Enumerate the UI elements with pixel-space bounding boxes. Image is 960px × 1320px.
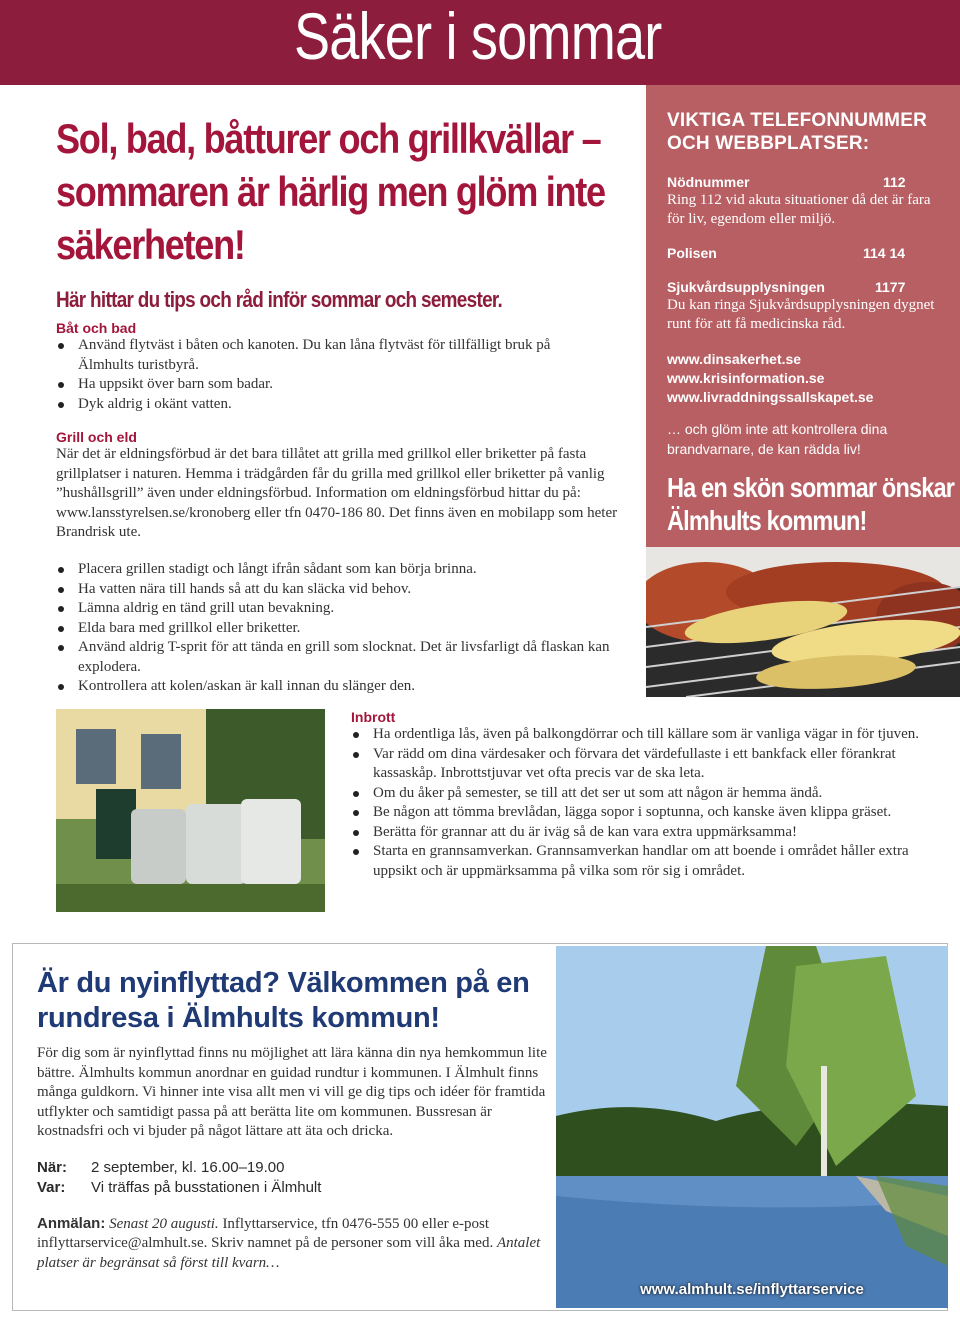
- url-caption[interactable]: www.almhult.se/inflyttarservice: [640, 1281, 864, 1298]
- grill-paragraph: När det är eldningsförbud är det bara tillåtet att grilla med grillkol eller briketter på fasta grillplatser i naturen. Hemma i trädgården får du grilla med grillkol eller briketter på vanlig ”hushållsgrill” även under eldningsförbud. Information om eldningsförbud hittar du på: www.lansstyrelsen.se/kronoberg eller tfn 0470-186 80. Det finns även en mobilapp som heter Brandrisk ute.: [56, 446, 618, 540]
- when-label: När:: [37, 1158, 68, 1176]
- welcome-title: Är du nyinflyttad? Välkommen på en rundresa i Älmhults kommun!: [37, 967, 530, 1034]
- emergency-row: [667, 173, 946, 191]
- section-inbrott: [351, 709, 931, 881]
- intro: [56, 112, 636, 312]
- when-value: 2 september, kl. 16.00–19.00: [91, 1158, 285, 1176]
- sign-off: Ha en skön sommar önskar Älmhults kommun!: [667, 472, 955, 536]
- where-row: [37, 1178, 547, 1198]
- signup-text: [37, 1214, 547, 1274]
- link-krisinformation[interactable]: www.krisinformation.se: [667, 370, 825, 386]
- when-row: [37, 1158, 547, 1178]
- grill-list: [56, 560, 636, 697]
- police-label: Polisen: [667, 245, 717, 261]
- care-desc: Du kan ringa Sjukvårdsupplysningen dygnet runt för att få medicinska råd.: [667, 297, 935, 332]
- list-item: Placera grillen stadigt och långt ifrån sådant som kan börja brinna.: [56, 560, 636, 580]
- emergency-desc: Ring 112 vid akuta situationer då det är fara för liv, egendom eller miljö.: [667, 192, 931, 227]
- list-item: Ha vatten nära till hands så att du kan släcka vid behov.: [56, 580, 636, 600]
- list-item: Om du åker på semester, se till att det ser ut som att någon är hemma ändå.: [351, 784, 931, 804]
- headline: Sol, bad, båtturer och grillkvällar – sommaren är härlig men glöm inte säkerheten!: [56, 115, 605, 268]
- page-title: Säker i sommar: [294, 0, 662, 73]
- list-item: Ha uppsikt över barn som badar.: [56, 375, 596, 395]
- subheadline: Här hittar du tips och råd inför sommar och semester.: [56, 287, 503, 312]
- signup-label: Anmälan:: [37, 1214, 106, 1232]
- mailboxes-photo: [56, 709, 325, 912]
- list-item: Elda bara med grillkol eller briketter.: [56, 619, 636, 639]
- links: [667, 350, 946, 407]
- link-dinsakerhet[interactable]: www.dinsakerhet.se: [667, 351, 802, 367]
- lake-photo: [556, 946, 948, 1308]
- section-title-grill: Grill och eld: [56, 429, 137, 445]
- care-label: Sjukvårdsupplysningen: [667, 279, 825, 295]
- signup-note: Antalet platser är begränsat så först till kvarn…: [37, 1235, 541, 1271]
- list-item: Be någon att tömma brevlådan, lägga sopor i soptunna, och kanske även klippa gräset.: [351, 803, 931, 823]
- section-grill-och-eld: [56, 429, 621, 543]
- infobox-title: VIKTIGA TELEFONNUMMER OCH WEBBPLATSER:: [667, 110, 927, 154]
- welcome-section: [37, 966, 547, 1273]
- list-item: Lämna aldrig en tänd grill utan bevakning.: [56, 599, 636, 619]
- header-band: [0, 0, 960, 85]
- care-row: [667, 278, 946, 296]
- police-number: 114 14: [863, 245, 906, 261]
- welcome-paragraph: För dig som är nyinflyttad finns nu möjlighet att lära känna din nya hemkommun lite bättre. Älmhults kommun anordnar en guidad rundtur i kommunen. I Älmhult finns många guldkorn. Vi hinner inte visa allt men vi vill ge dig tips och idéer för framtida utflykter och samtidigt passa på att berätta lite om kommunen. Bussresan är kostnadsfri och vi bjuder på något lättare att äta och dricka.: [37, 1045, 547, 1139]
- where-label: Var:: [37, 1178, 66, 1196]
- list-item: Kontrollera att kolen/askan är kall innan du slänger den.: [56, 677, 636, 697]
- section-title-bat: Båt och bad: [56, 320, 137, 336]
- list-item: Använd flytväst i båten och kanoten. Du kan låna flytväst för tillfälligt bruk på Älmhults turistbyrå.: [56, 336, 596, 375]
- list-item: Var rädd om dina värdesaker och förvara det värdefullaste i ett bankfack eller förankrat kassaskåp. Inbrottstjuvar vet ofta precis var de ska leta.: [351, 745, 931, 784]
- list-item: Dyk aldrig i okänt vatten.: [56, 395, 596, 415]
- signup-deadline: Senast 20 augusti.: [109, 1215, 219, 1232]
- bat-list: [56, 336, 596, 414]
- list-item: Starta en grannsamverkan. Grannsamverkan handlar om att boende i området håller extra uppsikt och är uppmärksamma på vilka som rör sig i området.: [351, 842, 931, 881]
- care-number: 1177: [875, 279, 906, 295]
- inbrott-list: [351, 725, 931, 881]
- phone-numbers-box: [646, 85, 960, 547]
- emergency-number: 112: [883, 174, 906, 190]
- emergency-label: Nödnummer: [667, 174, 750, 190]
- section-title-inbrott: Inbrott: [351, 709, 396, 725]
- list-item: Berätta för grannar att du är iväg så de kan vara extra uppmärksamma!: [351, 823, 931, 843]
- section-bat-och-bad: [56, 320, 596, 414]
- list-item: Ha ordentliga lås, även på balkongdörrar och till källare som är vanliga vägar in för tjuven.: [351, 725, 931, 745]
- event-details: [37, 1158, 547, 1198]
- grilled-corn-photo: [646, 547, 960, 697]
- closing-text: … och glöm inte att kontrollera dina brandvarnare, de kan rädda liv!: [667, 421, 888, 457]
- link-livraddningssallskapet[interactable]: www.livraddningssallskapet.se: [667, 389, 874, 405]
- where-value: Vi träffas på busstationen i Älmhult: [91, 1178, 322, 1196]
- list-item: Använd aldrig T-sprit för att tända en grill som slocknat. Det är livsfarligt då flaskan kan explodera.: [56, 638, 616, 677]
- police-row: [667, 244, 946, 262]
- signup-details: Inflyttarservice, tfn 0476-555 00 eller e-post inflyttarservice@almhult.se. Skriv namnet på de personer som vill åka med.: [37, 1215, 494, 1251]
